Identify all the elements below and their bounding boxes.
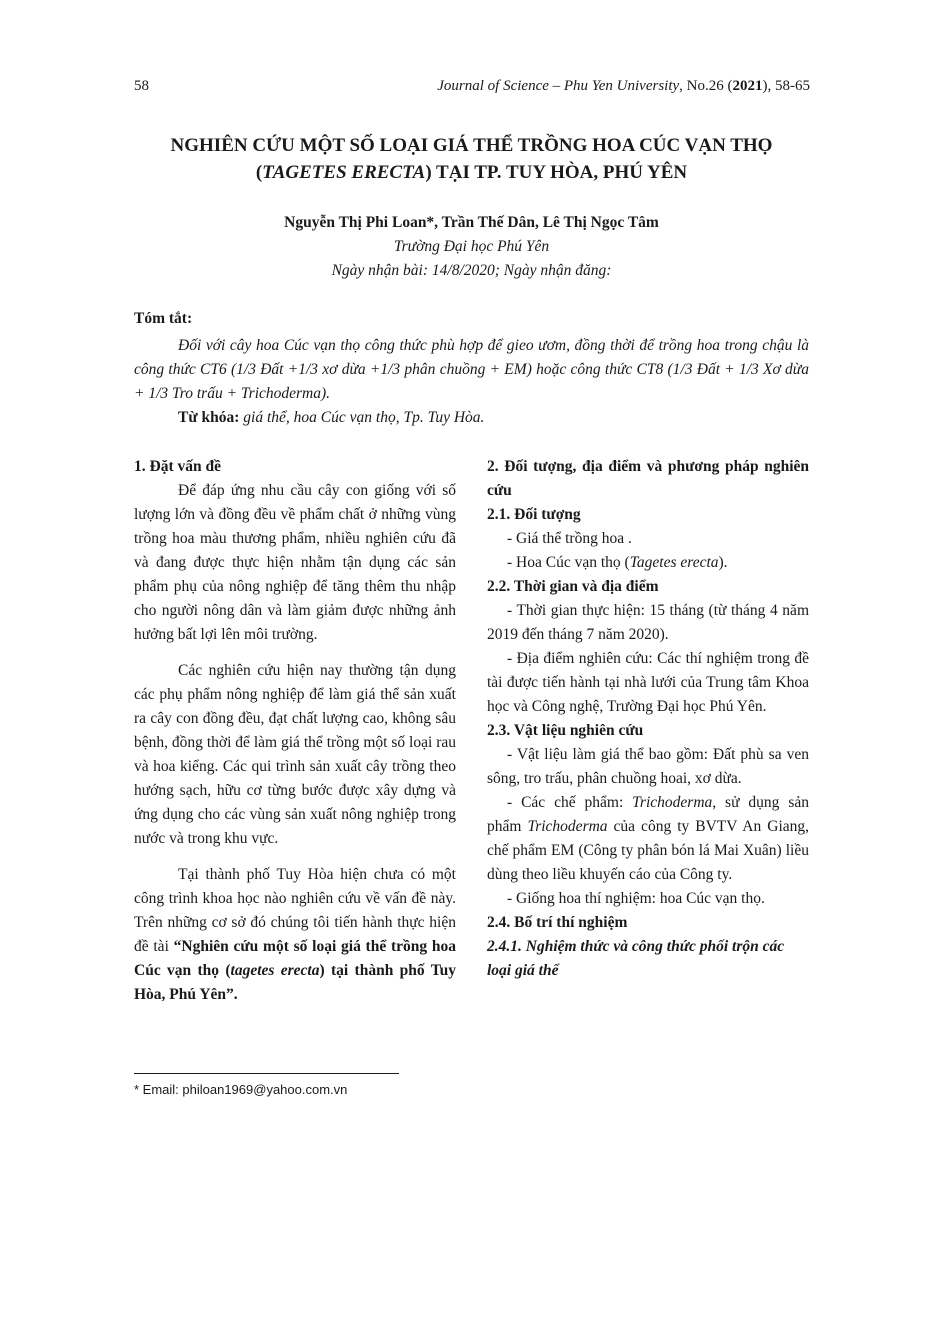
section-2-1-heading: 2.1. Đối tượng	[487, 506, 581, 523]
section-2-3-heading: 2.3. Vật liệu nghiên cứu	[487, 722, 644, 739]
section-2-1-item-2: - Hoa Cúc vạn thọ (Tagetes erecta).	[507, 554, 728, 571]
section-2-4-heading: 2.4. Bố trí thí nghiệm	[487, 914, 628, 931]
section-2-heading: 2. Đối tượng, địa điểm và phương pháp nghiên cứu	[487, 458, 809, 499]
keywords-text: giá thể, hoa Cúc vạn thọ, Tp. Tuy Hòa.	[239, 409, 485, 426]
section-2-3-para-2: - Các chế phẩm: Trichoderma, sử dụng sản phẩm Trichoderma của công ty BVTV An Giang, chế phẩm EM (Công ty phân bón lá Mai Xuân) liều dùng theo liều khuyến cáo của Công ty.	[487, 794, 810, 883]
keywords-label: Từ khóa:	[178, 409, 240, 426]
section-2-2-para-2: - Địa điểm nghiên cứu: Các thí nghiệm trong đề tài được tiến hành tại nhà lưới của Trung tâm Khoa học và Công nghệ, Trường Đại học Phú Yên.	[487, 650, 809, 715]
page-number: 58	[134, 78, 149, 94]
issue-pre: , No.26 (	[679, 78, 733, 94]
right-column	[487, 455, 809, 983]
title-species: TAGETES ERECTA	[262, 162, 426, 183]
section-1-para-1: Để đáp ứng nhu cầu cây con giống với số lượng lớn và đồng đều về phẩm chất ở những vùng trồng hoa màu thương phẩm, nhiều nghiên cứu đã và đang được thực hiện nhằm tận dụng các sản phẩm phụ của nông nghiệp để tăng thêm thu nhập cho người nông dân và làm giảm được những ảnh hưởng bất lợi lên môi trường.	[134, 482, 456, 643]
paper-title	[120, 132, 823, 186]
abstract-body: Đối với cây hoa Cúc vạn thọ công thức phù hợp để gieo ươm, đồng thời để trồng hoa trong chậu là công thức CT6 (1/3 Đất +1/3 xơ dừa +1/3 phân chuồng + EM) hoặc công thức CT8 (1/3 Đất + 1/3 Xơ dừa + 1/3 Tro trấu + Trichoderma).	[134, 337, 809, 402]
title-line-2: (TAGETES ERECTA) TẠI TP. TUY HÒA, PHÚ YÊN	[255, 162, 688, 183]
section-1-heading: 1. Đặt vấn đề	[134, 458, 221, 475]
issue-year: 2021	[732, 78, 763, 94]
running-header	[437, 78, 810, 95]
section-2-2-heading: 2.2. Thời gian và địa điểm	[487, 578, 659, 595]
authors: Nguyễn Thị Phi Loan*, Trần Thế Dân, Lê Thị Ngọc Tâm	[284, 214, 659, 231]
section-2-4-1-heading: 2.4.1. Nghiệm thức và công thức phối trộn các loại giá thể	[487, 938, 785, 979]
affiliation: Trường Đại học Phú Yên	[393, 238, 550, 255]
section-2-3-para-1: - Vật liệu làm giá thể bao gồm: Đất phù sa ven sông, tro trấu, phân chuồng hoai, xơ dừa.	[487, 746, 809, 787]
section-1-para-2: Các nghiên cứu hiện nay thường tận dụng các phụ phẩm nông nghiệp để làm giá thể sản xuất ra cây con đồng đều, đạt chất lượng cao, không sâu bệnh, đồng thời để làm giá thể trồng một số loại rau và hoa kiểng. Các qui trình sản xuất cây trồng theo hướng sạch, hữu cơ từng bước được xây dựng và ứng dụng cho các vùng sản xuất nông nghiệp trong nước và trong khu vực.	[134, 662, 456, 847]
left-column	[134, 455, 456, 1007]
section-2-3-para-3: - Giống hoa thí nghiệm: hoa Cúc vạn thọ.	[507, 890, 765, 907]
issue-post: ), 58-65	[762, 78, 810, 94]
section-2-2-para-1: - Thời gian thực hiện: 15 tháng (từ tháng 4 năm 2019 đến tháng 7 năm 2020).	[487, 602, 809, 643]
title-line-1: NGHIÊN CỨU MỘT SỐ LOẠI GIÁ THỂ TRỒNG HOA CÚC VẠN THỌ	[170, 135, 773, 156]
footnote-email: * Email: philoan1969@yahoo.com.vn	[134, 1082, 348, 1097]
section-1-para-3: Tại thành phố Tuy Hòa hiện chưa có một công trình khoa học nào nghiên cứu về vấn đề này. Trên những cơ sở đó chúng tôi tiến hành thực hiện đề tài “Nghiên cứu một số loại giá thể trồng hoa Cúc vạn thọ (tagetes erecta) tại thành phố Tuy Hòa, Phú Yên”.	[134, 866, 457, 1003]
abstract-heading: Tóm tắt:	[134, 310, 193, 327]
footnote-rule	[134, 1073, 399, 1074]
keywords	[178, 406, 484, 430]
section-2-1-item-1: - Giá thể trồng hoa .	[507, 530, 632, 547]
received-dates: Ngày nhận bài: 14/8/2020; Ngày nhận đăng:	[331, 262, 612, 279]
journal-name: Journal of Science – Phu Yen University	[437, 78, 680, 94]
